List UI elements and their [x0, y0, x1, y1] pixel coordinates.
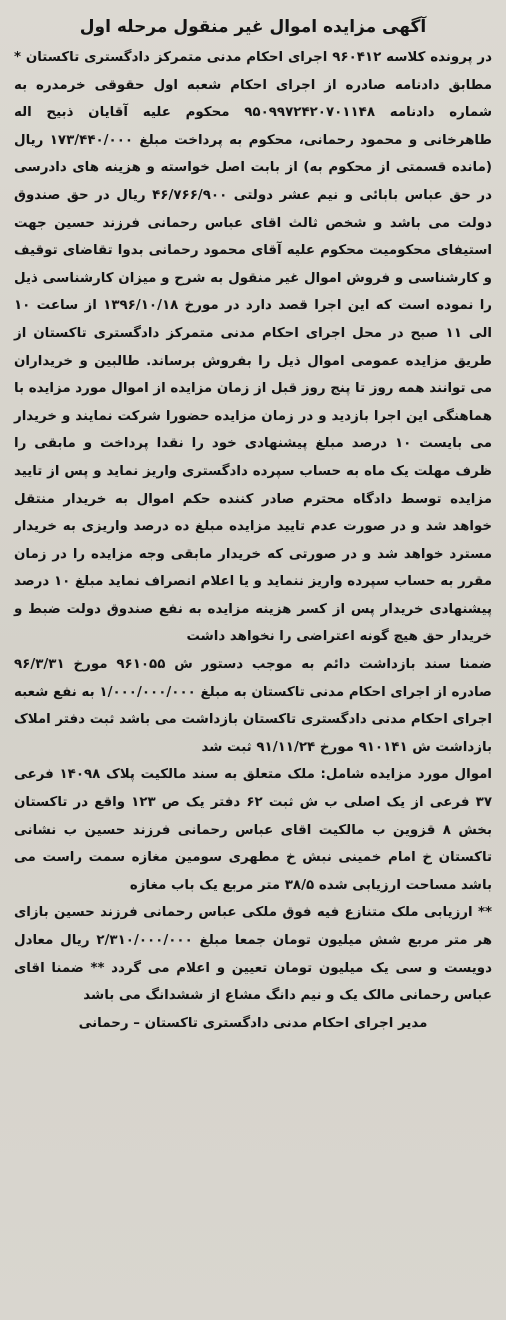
notice-paragraph-main: در پرونده کلاسه ۹۶۰۴۱۲ اجرای احکام مدنی متمرکز دادگستری تاکستان * مطابق دادنامه صادره از اجرای احکام شعبه اول حقوقی خرمدره به شماره دادنامه ۹۵۰۹۹۷۲۴۲۰۷۰۱۱۴۸ محکوم علیه آقایان ذبیح اله طاهرخانی و محمود رحمانی، محکوم به پرداخت مبلغ ۱۷۳/۴۴۰/۰۰۰ ریال (مانده قسمتی از محکوم به) از بابت اصل خواسته و هزینه های دادرسی در حق عباس بابائی و نیم عشر دولتی ۴۶/۷۶۶/۹۰۰ ریال در حق صندوق دولت می باشد و شخص ثالث اقای عباس رحمانی فرزند حسین جهت استیفای محکومیت محکوم علیه آقای محمود رحمانی بدوا تقاضای توقیف و کارشناسی و فروش اموال غیر منقول به شرح و میزان کارشناسی ذیل را نموده است که این اجرا قصد دارد در مورخ ۱۳۹۶/۱۰/۱۸ از ساعت ۱۰ الی ۱۱ صبح در محل اجرای احکام مدنی متمرکز دادگستری تاکستان از طریق مزایده عمومی اموال ذیل را بفروش برساند. طالبین و خریداران می توانند همه روز تا پنج روز قبل از زمان مزایده از اموال مورد مزایده با هماهنگی این اجرا بازدید و در زمان مزایده حضورا شرکت نمایند و خریدار می بایست ۱۰ درصد مبلغ پیشنهادی خود را نقدا پرداخت و مابقی را ظرف مهلت یک ماه به حساب سپرده دادگستری واریز نماید و پس از تایید مزایده توسط دادگاه محترم صادر کننده حکم اموال به خریدار منتقل خواهد شد و در صورت عدم تایید مزایده مبلغ ده درصد واریزی به خریدار مسترد خواهد شد و در صورتی که خریدار مابقی وجه مزایده را در زمان مقرر به حساب سپرده واریز ننماید و یا اعلام انصراف نماید مبلغ ۱۰ درصد پیشنهادی خریدار پس از کسر هزینه مزایده به نفع صندوق دولت ضبط و خریدار حق هیچ گونه اعتراضی را نخواهد داشت — [14, 50, 492, 645]
notice-body — [14, 44, 492, 1010]
notice-signature: مدیر اجرای احکام مدنی دادگستری تاکستان – رحمانی — [78, 1015, 428, 1031]
notice-title: آگهی مزایده اموال غیر منقول مرحله اول — [79, 17, 427, 37]
notice-paragraph-valuation: ** ارزیابی ملک متنازع فیه فوق ملکی عباس رحمانی فرزند حسین بازای هر متر مربع شش میلیون تومان جمعا مبلغ ۲/۳۱۰/۰۰۰/۰۰۰ ریال معادل دویست و سی یک میلیون تومان تعیین و اعلام می گردد ** ضمنا اقای عباس رحمانی مالک یک و نیم دانگ مشاع از ششدانگ می باشد — [14, 905, 492, 1004]
notice-paragraph-property: اموال مورد مزایده شامل: ملک متعلق به سند مالکیت پلاک ۱۴۰۹۸ فرعی ۳۷ فرعی از یک اصلی ب ش ثبت ۶۲ دفتر یک ص ۱۲۳ واقع در تاکستان بخش ۸ قزوین ب مالکیت اقای عباس رحمانی فرزند حسین ب نشانی تاکستان خ امام خمینی نبش خ مطهری سومین مغازه سمت راست می باشد مساحت ارزیابی شده ۳۸/۵ متر مربع یک باب مغازه — [14, 767, 492, 893]
notice-paragraph-seizure: ضمنا سند بازداشت دائم به موجب دستور ش ۹۶۱۰۵۵ مورخ ۹۶/۳/۳۱ صادره از اجرای احکام مدنی تاکستان به مبلغ ۱/۰۰۰/۰۰۰/۰۰۰ به نفع شعبه اجرای احکام مدنی دادگستری تاکستان بازداشت می باشد ثبت دفتر املاک بازداشت ش ۹۱۰۱۴۱ مورخ ۹۱/۱۱/۲۴ ثبت شد — [14, 657, 492, 755]
